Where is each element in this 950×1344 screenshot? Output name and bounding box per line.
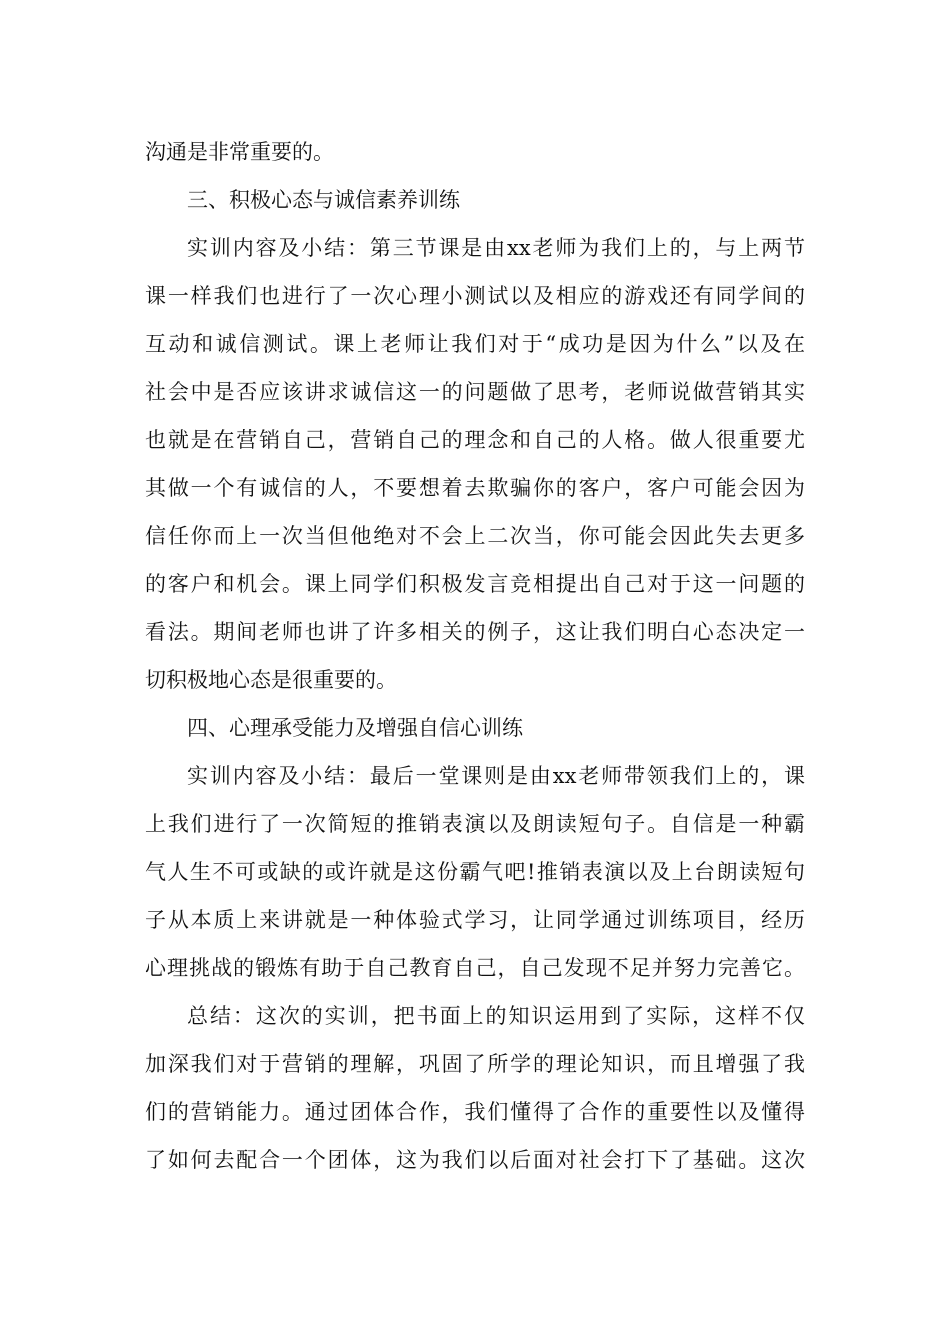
text-line: 实训内容及小结：第三节课是由xx老师为我们上的，与上两节 — [187, 236, 805, 260]
text-line: 其做一个有诚信的人，不要想着去欺骗你的客户，客户可能会因为 — [145, 476, 805, 500]
section-heading: 四、心理承受能力及增强自信心训练 — [187, 716, 523, 740]
text-line: 也就是在营销自己，营销自己的理念和自己的人格。做人很重要尤 — [145, 428, 805, 452]
text-line: 心理挑战的锻炼有助于自己教育自己，自己发现不足并努力完善它。 — [145, 956, 805, 980]
text-line: 上我们进行了一次简短的推销表演以及朗读短句子。自信是一种霸 — [145, 812, 805, 836]
text-line: 信任你而上一次当但他绝对不会上二次当，你可能会因此失去更多 — [145, 524, 805, 548]
text-line: 们的营销能力。通过团体合作，我们懂得了合作的重要性以及懂得 — [145, 1100, 805, 1124]
text-line: 社会中是否应该讲求诚信这一的问题做了思考，老师说做营销其实 — [145, 380, 805, 404]
text-line: 的客户和机会。课上同学们积极发言竞相提出自己对于这一问题的 — [145, 572, 805, 596]
text-line: 互动和诚信测试。课上老师让我们对于“成功是因为什么”以及在 — [145, 332, 805, 356]
text-line: 沟通是非常重要的。 — [145, 140, 334, 164]
text-line: 课一样我们也进行了一次心理小测试以及相应的游戏还有同学间的 — [145, 284, 805, 308]
document-body — [145, 128, 805, 1184]
text-line: 气人生不可或缺的或许就是这份霸气吧!推销表演以及上台朗读短句 — [145, 860, 805, 884]
text-line: 加深我们对于营销的理解，巩固了所学的理论知识，而且增强了我 — [145, 1052, 805, 1076]
text-line: 实训内容及小结：最后一堂课则是由xx老师带领我们上的，课 — [187, 764, 805, 788]
text-line: 切积极地心态是很重要的。 — [145, 668, 397, 692]
text-line: 总结：这次的实训，把书面上的知识运用到了实际，这样不仅 — [187, 1004, 805, 1028]
section-heading: 三、积极心态与诚信素养训练 — [187, 188, 460, 212]
text-line: 看法。期间老师也讲了许多相关的例子，这让我们明白心态决定一 — [145, 620, 805, 644]
text-line: 子从本质上来讲就是一种体验式学习，让同学通过训练项目，经历 — [145, 908, 805, 932]
text-line: 了如何去配合一个团体，这为我们以后面对社会打下了基础。这次 — [145, 1148, 805, 1172]
